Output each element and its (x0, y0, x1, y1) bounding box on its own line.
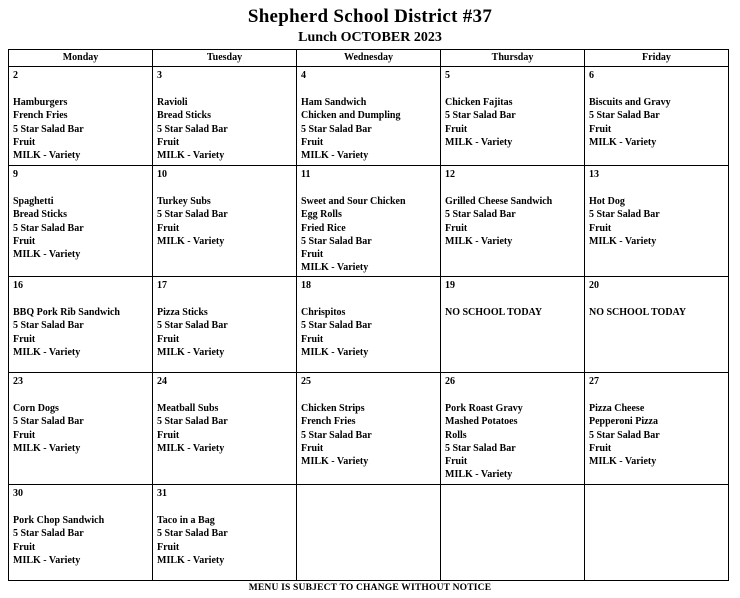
day-number: 12 (445, 169, 455, 180)
calendar-day-cell (585, 166, 729, 277)
menu-item: 5 Star Salad Bar (13, 320, 84, 332)
menu-item: MILK - Variety (13, 150, 81, 162)
menu-item: Fruit (301, 333, 324, 345)
menu-item: Chrispitos (301, 307, 346, 318)
day-number: 25 (301, 376, 311, 387)
menu-item: MILK - Variety (301, 150, 369, 162)
calendar-week-row (9, 67, 729, 166)
day-number: 17 (157, 280, 167, 291)
menu-item: 5 Star Salad Bar (157, 528, 228, 540)
menu-item: 5 Star Salad Bar (589, 110, 660, 122)
menu-item: Hamburgers (13, 97, 68, 108)
calendar-day-cell (153, 166, 297, 277)
day-number: 4 (301, 70, 306, 81)
menu-item: MILK - Variety (589, 136, 657, 148)
no-school-notice: NO SCHOOL TODAY (589, 307, 687, 318)
menu-item: Turkey Subs (157, 196, 211, 207)
menu-item: Fruit (13, 541, 36, 553)
menu-item: Fruit (157, 429, 180, 441)
day-number: 5 (445, 70, 450, 81)
calendar-day-cell (585, 67, 729, 166)
menu-item: MILK - Variety (13, 554, 81, 566)
day-number: 18 (301, 280, 311, 291)
menu-item: Ravioli (157, 97, 188, 108)
menu-item: 5 Star Salad Bar (157, 416, 228, 428)
cell-spacer (301, 295, 436, 306)
calendar-week-row (9, 485, 729, 581)
calendar-day-cell (441, 67, 585, 166)
cell-spacer (13, 184, 148, 195)
cell-spacer (445, 85, 580, 96)
menu-item: MILK - Variety (589, 235, 657, 247)
menu-item: MILK - Variety (445, 136, 513, 148)
menu-item: Fruit (13, 333, 36, 345)
day-number: 26 (445, 376, 455, 387)
weekday-header-wednesday: Wednesday (297, 50, 441, 67)
cell-spacer (157, 85, 292, 96)
calendar-day-cell (441, 166, 585, 277)
menu-item: Fruit (301, 442, 324, 454)
menu-item: Fruit (445, 123, 468, 135)
day-number: 30 (13, 488, 23, 499)
menu-item: MILK - Variety (157, 346, 225, 358)
menu-item: 5 Star Salad Bar (589, 429, 660, 441)
cell-spacer (301, 184, 436, 195)
menu-item: MILK - Variety (157, 554, 225, 566)
calendar-day-cell (297, 67, 441, 166)
day-number: 6 (589, 70, 594, 81)
menu-item: Chicken and Dumpling (301, 110, 401, 122)
menu-item: MILK - Variety (445, 469, 513, 481)
weekday-header-tuesday: Tuesday (153, 50, 297, 67)
weekday-header-thursday: Thursday (441, 50, 585, 67)
calendar-day-cell (153, 373, 297, 485)
cell-spacer (157, 391, 292, 402)
day-number: 2 (13, 70, 18, 81)
menu-item: 5 Star Salad Bar (157, 320, 228, 332)
cell-spacer (445, 184, 580, 195)
menu-item: French Fries (13, 110, 68, 122)
weekday-header-friday: Friday (585, 50, 729, 67)
menu-item: Fruit (13, 136, 36, 148)
menu-item: 5 Star Salad Bar (445, 442, 516, 454)
menu-item: 5 Star Salad Bar (157, 209, 228, 221)
cell-spacer (589, 184, 724, 195)
day-number: 23 (13, 376, 23, 387)
calendar-week-row (9, 166, 729, 277)
cell-spacer (589, 295, 724, 306)
menu-item: 5 Star Salad Bar (13, 416, 84, 428)
calendar-day-cell (297, 277, 441, 373)
menu-item: MILK - Variety (157, 442, 225, 454)
menu-item: BBQ Pork Rib Sandwich (13, 307, 120, 318)
menu-item: Fruit (157, 541, 180, 553)
menu-item: Rolls (445, 429, 467, 441)
menu-item: MILK - Variety (301, 262, 369, 274)
menu-item: MILK - Variety (301, 346, 369, 358)
calendar-day-cell (9, 373, 153, 485)
menu-item: 5 Star Salad Bar (13, 123, 84, 135)
menu-item: Pepperoni Pizza (589, 416, 658, 428)
cell-spacer (589, 391, 724, 402)
menu-item: Pork Roast Gravy (445, 403, 523, 414)
calendar-day-cell (153, 277, 297, 373)
calendar-day-cell (585, 277, 729, 373)
page-title: Shepherd School District #37 (247, 6, 493, 27)
menu-item: Fruit (301, 136, 324, 148)
calendar-day-cell (153, 485, 297, 581)
calendar-day-cell (441, 373, 585, 485)
day-number: 20 (589, 280, 599, 291)
cell-spacer (589, 85, 724, 96)
menu-item: Corn Dogs (13, 403, 59, 414)
menu-item: Fruit (157, 136, 180, 148)
menu-item: 5 Star Salad Bar (301, 320, 372, 332)
menu-item: Egg Rolls (301, 209, 342, 221)
menu-item: Pork Chop Sandwich (13, 515, 105, 526)
menu-item: Taco in a Bag (157, 515, 215, 526)
day-number: 27 (589, 376, 599, 387)
menu-item: Chicken Strips (301, 403, 365, 414)
menu-item: Pizza Sticks (157, 307, 208, 318)
cell-spacer (13, 503, 148, 514)
menu-item: Chicken Fajitas (445, 97, 513, 108)
cell-spacer (445, 295, 580, 306)
menu-item: Bread Sticks (157, 110, 211, 122)
day-number: 31 (157, 488, 167, 499)
menu-item: MILK - Variety (13, 442, 81, 454)
menu-item: Fruit (445, 222, 468, 234)
cell-spacer (13, 85, 148, 96)
menu-item: Sweet and Sour Chicken (301, 196, 406, 207)
menu-item: MILK - Variety (301, 456, 369, 468)
lunch-calendar (8, 49, 729, 581)
menu-item: Fried Rice (301, 222, 346, 234)
menu-item: MILK - Variety (445, 235, 513, 247)
menu-item: Ham Sandwich (301, 97, 367, 108)
no-school-notice: NO SCHOOL TODAY (445, 307, 543, 318)
menu-item: 5 Star Salad Bar (13, 222, 84, 234)
day-number: 13 (589, 169, 599, 180)
menu-notice: MENU IS SUBJECT TO CHANGE WITHOUT NOTICE (248, 583, 492, 593)
menu-item: Fruit (301, 249, 324, 261)
menu-item: Biscuits and Gravy (589, 97, 671, 108)
day-number: 10 (157, 169, 167, 180)
menu-item: Hot Dog (589, 196, 625, 207)
menu-item: MILK - Variety (157, 150, 225, 162)
calendar-day-cell (153, 67, 297, 166)
menu-item: Fruit (157, 333, 180, 345)
menu-item: 5 Star Salad Bar (301, 123, 372, 135)
menu-item: MILK - Variety (589, 456, 657, 468)
calendar-day-cell (441, 277, 585, 373)
menu-item: 5 Star Salad Bar (589, 209, 660, 221)
menu-item: MILK - Variety (13, 249, 81, 261)
menu-item: Spaghetti (13, 196, 54, 207)
calendar-week-row (9, 373, 729, 485)
day-number: 9 (13, 169, 18, 180)
menu-item: Fruit (157, 222, 180, 234)
calendar-empty-cell (585, 485, 729, 581)
menu-item: MILK - Variety (157, 235, 225, 247)
menu-item: Fruit (13, 235, 36, 247)
menu-item: French Fries (301, 416, 356, 428)
menu-item: 5 Star Salad Bar (301, 429, 372, 441)
menu-item: 5 Star Salad Bar (445, 209, 516, 221)
calendar-day-cell (9, 485, 153, 581)
weekday-header-row (9, 50, 729, 67)
calendar-body (9, 67, 729, 581)
calendar-day-cell (585, 373, 729, 485)
cell-spacer (157, 503, 292, 514)
menu-item: Meatball Subs (157, 403, 219, 414)
calendar-day-cell (9, 166, 153, 277)
calendar-week-row (9, 277, 729, 373)
cell-spacer (13, 295, 148, 306)
menu-item: 5 Star Salad Bar (445, 110, 516, 122)
page-subtitle: Lunch OCTOBER 2023 (298, 30, 442, 45)
calendar-empty-cell (441, 485, 585, 581)
day-number: 19 (445, 280, 455, 291)
menu-item: Fruit (445, 456, 468, 468)
menu-item: MILK - Variety (13, 346, 81, 358)
menu-item: Mashed Potatoes (445, 416, 518, 428)
calendar-empty-cell (297, 485, 441, 581)
calendar-day-cell (9, 67, 153, 166)
menu-item: Fruit (589, 442, 612, 454)
calendar-day-cell (9, 277, 153, 373)
weekday-header-monday: Monday (9, 50, 153, 67)
menu-item: Fruit (589, 123, 612, 135)
menu-item: 5 Star Salad Bar (13, 528, 84, 540)
cell-spacer (157, 295, 292, 306)
menu-item: 5 Star Salad Bar (301, 235, 372, 247)
day-number: 11 (301, 169, 311, 180)
cell-spacer (301, 391, 436, 402)
menu-item: 5 Star Salad Bar (157, 123, 228, 135)
day-number: 3 (157, 70, 162, 81)
day-number: 24 (157, 376, 167, 387)
cell-spacer (445, 391, 580, 402)
menu-item: Pizza Cheese (589, 403, 645, 414)
menu-item: Fruit (589, 222, 612, 234)
cell-spacer (13, 391, 148, 402)
cell-spacer (157, 184, 292, 195)
menu-item: Grilled Cheese Sandwich (445, 196, 553, 207)
cell-spacer (301, 85, 436, 96)
menu-item: Bread Sticks (13, 209, 67, 221)
calendar-day-cell (297, 373, 441, 485)
calendar-day-cell (297, 166, 441, 277)
day-number: 16 (13, 280, 23, 291)
menu-item: Fruit (13, 429, 36, 441)
